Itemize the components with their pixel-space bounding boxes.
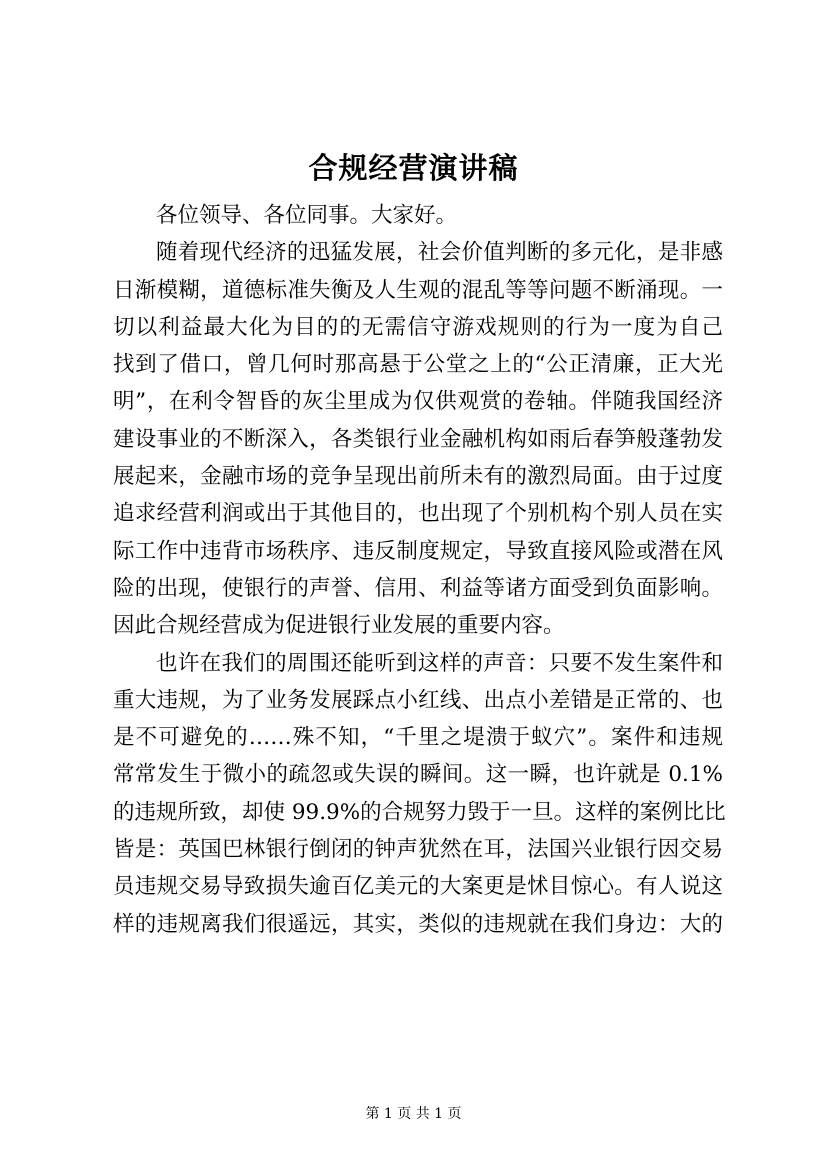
body-line: 明”，在利令智昏的灰尘里成为仅供观赏的卷轴。伴随我国经济 [113,389,723,415]
body-line: 常常发生于微小的疏忽或失误的瞬间。这一瞬，也许就是 0.1% [113,762,723,788]
body-line: 险的出现，使银行的声誉、信用、利益等诸方面受到负面影响。 [113,575,723,601]
body-line: 追求经营利润或出于其他目的，也出现了个别机构个别人员在实 [113,501,723,527]
body-line: 的违规所致，却使 99.9%的合规努力毁于一旦。这样的案例比比 [113,799,726,825]
body-line: 展起来，金融市场的竞争呈现出前所未有的激烈局面。由于过度 [113,464,723,490]
body-line: 找到了借口，曾几何时那高悬于公堂之上的“公正清廉，正大光 [113,352,723,378]
document-body [113,197,726,943]
body-line: 因此合规经营成为促进银行业发展的重要内容。 [113,613,565,639]
body-line: 也许在我们的周围还能听到这样的声音：只要不发生案件和 [156,650,723,676]
body-line: 是不可避免的……殊不知，“千里之堤溃于蚁穴”。案件和违规 [113,725,723,751]
body-line: 各位领导、各位同事。大家好。 [156,203,458,228]
body-line: 重大违规，为了业务发展踩点小红线、出点小差错是正常的、也 [113,687,723,713]
body-line: 员违规交易导致损失逾百亿美元的大案更是怵目惊心。有人说这 [113,874,723,900]
body-line: 皆是：英国巴林银行倒闭的钟声犹然在耳，法国兴业银行因交易 [113,837,723,863]
body-line: 随着现代经济的迅猛发展，社会价值判断的多元化，是非感 [156,240,723,266]
body-line: 际工作中违背市场秩序、违反制度规定，导致直接风险或潜在风 [113,538,723,564]
body-line: 日渐模糊，道德标准失衡及人生观的混乱等等问题不断涌现。一 [113,277,723,303]
page-number-footer: 第 1 页 共 1 页 [365,1106,462,1122]
body-line: 切以利益最大化为目的的无需信守游戏规则的行为一度为自己 [113,314,723,340]
document-title: 合规经营演讲稿 [308,151,519,185]
body-line: 样的违规离我们很遥远，其实，类似的违规就在我们身边：大的 [113,911,723,937]
body-line: 建设事业的不断深入，各类银行业金融机构如雨后春笋般蓬勃发 [113,426,723,452]
